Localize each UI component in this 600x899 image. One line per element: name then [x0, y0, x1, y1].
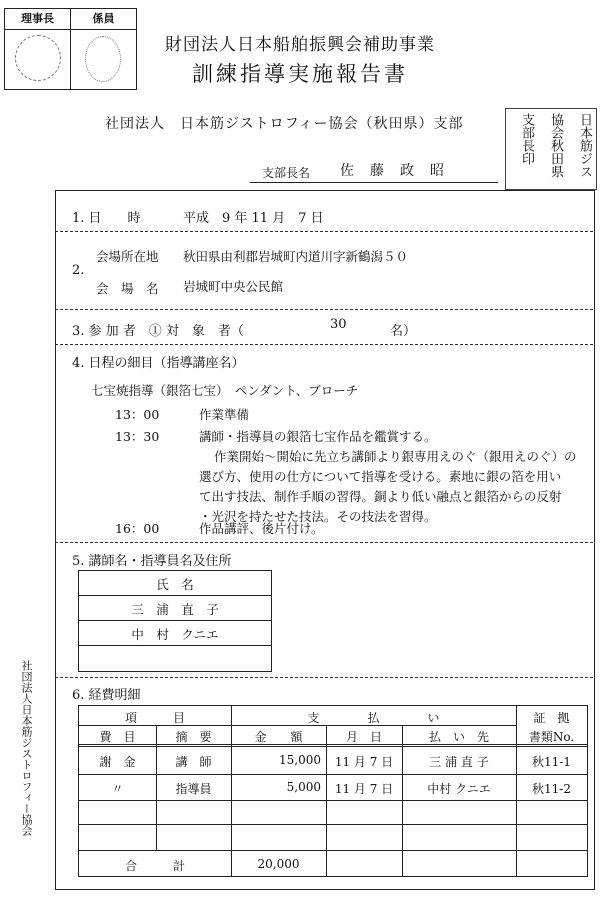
lecturers-label: 5. 講師名・指導員名及住所 [72, 554, 232, 569]
organization-line: 社団法人 日本筋ジストロフィー協会（秋田県）支部 [105, 116, 464, 132]
lecturer-name-1: 三 浦 直 子 [131, 602, 219, 617]
expenses-label: 6. 経費明細 [72, 688, 141, 703]
exp-header-proof: 証 拠 [533, 711, 570, 725]
lecturer-name-2: 中 村 クニエ [131, 627, 219, 642]
participants-count: 30 [330, 317, 347, 332]
divider-3 [55, 344, 593, 345]
org-seal-stamp [505, 108, 597, 190]
exp-row1-payee: 三 浦 直 子 [429, 755, 489, 769]
venue-name-label: 会 場 名 [96, 281, 159, 296]
schedule-time-1: 13：00 [115, 407, 160, 422]
org-seal-col-2: 協会秋田県 [548, 113, 563, 178]
exp-header-amount: 金 額 [254, 730, 303, 744]
lecturers-table [78, 570, 272, 672]
report-title: 訓練指導実施報告書 [192, 62, 408, 86]
divider-2 [55, 309, 593, 310]
org-seal-col-1: 日本筋ジス [577, 113, 592, 178]
venue-address-label: 会場所在地 [96, 249, 159, 264]
course-name: 七宝焼指導（銀箔七宝） ペンダント、ブローチ [91, 383, 359, 398]
exp-row1-doc: 秋11-1 [532, 755, 571, 769]
schedule-text-3: 作品講評、後片付け。 [199, 521, 324, 536]
exp-header-item: 項 目 [124, 711, 185, 725]
schedule-time-3: 16：00 [115, 521, 160, 536]
exp-row1-expense: 謝 金 [99, 755, 136, 769]
participants-unit: 名） [390, 324, 417, 339]
exp-vline-4 [402, 725, 403, 876]
schedule-text-1: 作業準備 [199, 407, 250, 422]
side-organization-name: 社団法人日本筋ジストロフィー協会 [20, 660, 33, 836]
stamp-header-clerk: 係員 [71, 9, 136, 30]
lecturer-name-header: 氏 名 [156, 577, 194, 592]
divider-5 [55, 677, 593, 678]
date-value: 平成 9 年 11 月 7 日 [183, 211, 324, 226]
exp-hline-f [79, 850, 587, 851]
exp-header-summary: 摘 要 [175, 730, 212, 744]
exp-total-label: 合 計 [124, 859, 185, 873]
venue-address: 秋田県由利郡岩城町内道川字新鶴潟５０ [183, 249, 409, 264]
exp-header-payment: 支 払 い [307, 711, 440, 725]
participants-label: 3. 参 加 者 ① 対 象 者（ [72, 324, 244, 339]
exp-total-amount: 20,000 [257, 857, 300, 871]
divider-4 [55, 542, 593, 543]
exp-row1-date: 11 月 7 日 [334, 755, 394, 769]
exp-row2-amount: 5,000 [286, 780, 321, 794]
exp-vline-3 [326, 725, 327, 876]
lecturer-row-line-1 [79, 595, 271, 596]
branch-head-label: 支部長名 [262, 166, 311, 180]
exp-row2-expense: 〃 [111, 782, 124, 796]
schedule-time-2: 13：30 [115, 429, 160, 444]
schedule-desc-4: ・光沢を持たせた技法。その技法を習得。 [199, 509, 437, 524]
venue-name: 岩城町中央公民館 [183, 279, 284, 294]
expenses-table [78, 705, 588, 877]
date-label: 1. 日 時 [72, 211, 141, 226]
exp-header-date: 月 日 [345, 730, 382, 744]
divider-1 [55, 231, 593, 232]
exp-header-expense: 費 目 [99, 730, 136, 744]
lecturer-row-line-3 [79, 645, 271, 646]
schedule-label: 4. 日程の細目（指導講座名） [72, 356, 245, 371]
org-seal-col-3: 支部長印 [519, 113, 534, 165]
venue-section-num: 2. [72, 263, 85, 278]
foundation-subtitle: 財団法人日本船舶振興会補助事業 [165, 35, 435, 55]
exp-row2-doc: 秋11-2 [532, 782, 571, 796]
schedule-desc-3: て出す技法、制作手順の習得。銅より低い融点と銀箔からの反射 [199, 489, 562, 504]
exp-header-payee: 払 い 先 [428, 730, 489, 744]
exp-row1-amount: 15,000 [279, 753, 321, 767]
lecturer-row-line-2 [79, 620, 271, 621]
exp-row2-summary: 指導員 [175, 782, 212, 796]
exp-row2-payee: 中村 クニエ [427, 782, 491, 796]
branch-head-name: 佐藤政昭 [340, 163, 460, 179]
exp-header-doc: 書類No. [528, 730, 575, 744]
stamp-header-chairman: 理事長 [5, 9, 70, 30]
branch-head-underline [250, 182, 498, 183]
exp-row2-date: 11 月 7 日 [334, 782, 394, 796]
schedule-text-2: 講師・指導員の銀箔七宝作品を鑑賞する。 [199, 429, 437, 444]
schedule-desc-1: 作業開始～開始に先立ち講師より銀専用えのぐ（銀用えのぐ）の [214, 449, 577, 464]
schedule-desc-2: 選び方、使用の仕方について指導を受ける。素地に銀の箔を用い [199, 469, 562, 484]
exp-row1-summary: 講 師 [175, 755, 212, 769]
